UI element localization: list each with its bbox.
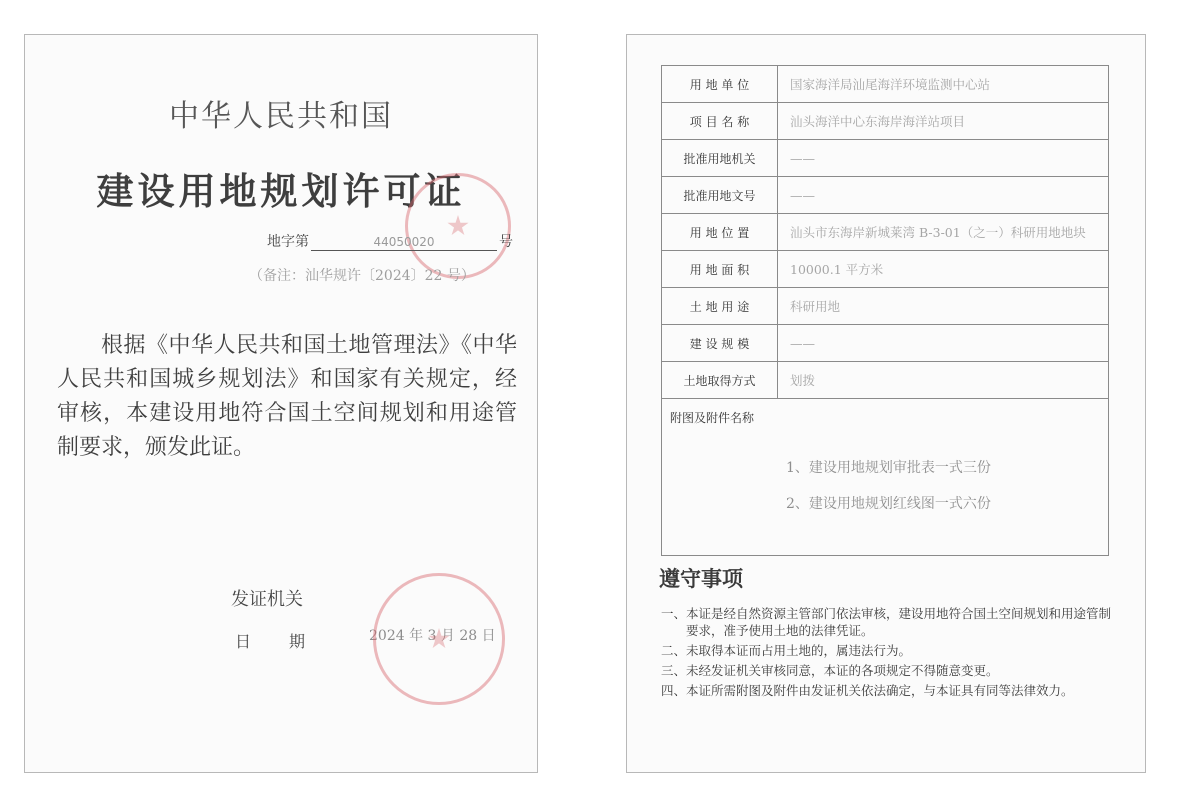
observe-list xyxy=(661,605,1121,702)
info-label: 用 地 单 位 xyxy=(662,66,778,103)
land-info-table xyxy=(661,65,1109,556)
info-value: 国家海洋局汕尾海洋环境监测中心站 xyxy=(778,66,1109,103)
certificate-front-page xyxy=(24,34,538,773)
info-row xyxy=(662,362,1109,399)
official-seal-bottom xyxy=(373,573,505,705)
info-label: 用 地 面 积 xyxy=(662,251,778,288)
info-label: 批准用地机关 xyxy=(662,140,778,177)
info-row xyxy=(662,103,1109,140)
issue-date: 2024 年 3 月 28 日 xyxy=(369,628,496,644)
info-row xyxy=(662,214,1109,251)
official-seal-top xyxy=(405,173,511,279)
info-value: 划拨 xyxy=(778,362,1109,399)
info-row xyxy=(662,140,1109,177)
info-value: 10000.1 平方米 xyxy=(778,251,1109,288)
info-row xyxy=(662,325,1109,362)
info-label: 土 地 用 途 xyxy=(662,288,778,325)
attachments-label: 附图及附件名称 xyxy=(670,411,755,425)
cert-prefix: 地字第 xyxy=(267,234,309,250)
info-label: 用 地 位 置 xyxy=(662,214,778,251)
cert-number-value: 44050020 xyxy=(311,235,497,251)
info-row xyxy=(662,177,1109,214)
remark: （备注：汕华规许〔2024〕22 号） xyxy=(249,268,475,284)
info-value: —— xyxy=(778,177,1109,214)
info-row xyxy=(662,288,1109,325)
observe-item: 二、 未取得本证而占用土地的，属违法行为。 xyxy=(661,643,912,658)
date-label-part-1: 日 xyxy=(235,632,252,651)
attachments-cell xyxy=(662,399,1109,556)
issuer-label: 发证机关 xyxy=(231,589,303,610)
info-label: 建 设 规 模 xyxy=(662,325,778,362)
info-value: —— xyxy=(778,140,1109,177)
certificate-number xyxy=(267,231,513,251)
certificate-title: 建设用地规划许可证 xyxy=(96,170,466,213)
attachment-item: 2、建设用地规划红线图一式六份 xyxy=(786,496,991,512)
info-row xyxy=(662,66,1109,103)
info-label: 土地取得方式 xyxy=(662,362,778,399)
country-name: 中华人民共和国 xyxy=(169,99,393,134)
info-value: 科研用地 xyxy=(778,288,1109,325)
info-row xyxy=(662,251,1109,288)
info-value: 汕头市东海岸新城莱湾 B-3-01（之一）科研用地地块 xyxy=(778,214,1109,251)
observe-item: 四、 本证所需附图及附件由发证机关依法确定，与本证具有同等法律效力。 xyxy=(661,683,1074,698)
observe-item: 一、 本证是经自然资源主管部门依法审核，建设用地符合国土空间规划和用途管制要求，准予使用土地的法律凭证。 xyxy=(661,606,1112,638)
info-label: 项 目 名 称 xyxy=(662,103,778,140)
observe-title: 遵守事项 xyxy=(659,567,743,591)
certificate-body: 根据《中华人民共和国土地管理法》《中华人民共和国城乡规划法》和国家有关规定，经审核，本建设用地符合国土空间规划和用途管制要求，颁发此证。 xyxy=(57,333,517,460)
attachment-item: 1、建设用地规划审批表一式三份 xyxy=(786,460,991,476)
info-value: 汕头海洋中心东海岸海洋站项目 xyxy=(778,103,1109,140)
date-label xyxy=(235,629,343,652)
info-value: —— xyxy=(778,325,1109,362)
date-label-part-2: 期 xyxy=(289,632,306,651)
cert-suffix: 号 xyxy=(499,234,513,250)
certificate-back-page xyxy=(626,34,1146,773)
attachments-row xyxy=(662,399,1109,556)
observe-item: 三、 未经发证机关审核同意，本证的各项规定不得随意变更。 xyxy=(661,663,999,678)
info-label: 批准用地文号 xyxy=(662,177,778,214)
